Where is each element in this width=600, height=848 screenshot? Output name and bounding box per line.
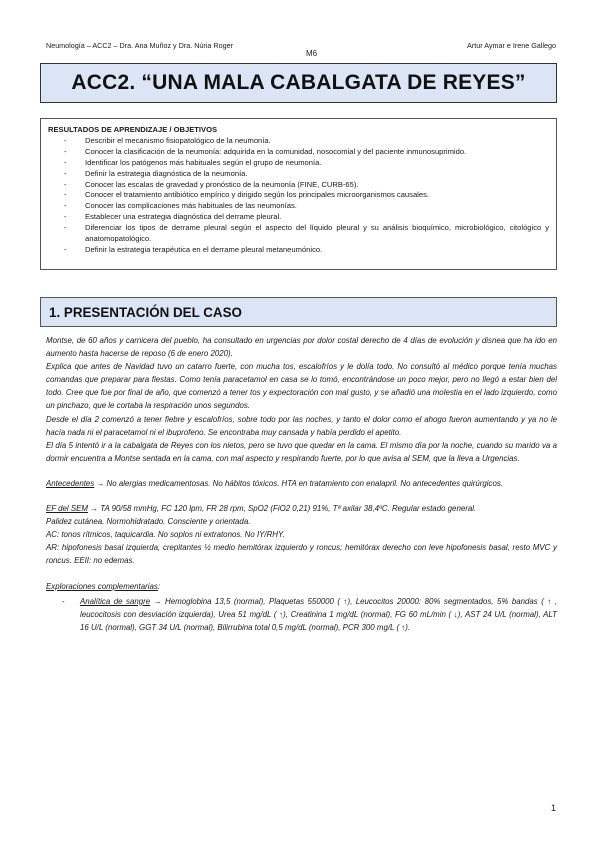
ef-label: EF del SEM [46, 504, 88, 514]
list-item: - Definir la estrategia terapéutica en el derrame pleural metaneumónico. [64, 244, 323, 254]
section-heading-box [40, 297, 557, 327]
ar-line: AR: hipofonesis basal izquierda, crepitantes ½ medio hemitórax izquierdo y roncus; hemitórax derecho con leve hipofonesis basal, resto MVC y roncus. EEII: no edemas. [46, 543, 557, 566]
antecedentes-label: Antecedentes [46, 478, 95, 488]
objectives-box [40, 118, 557, 270]
objectives-heading: RESULTADOS DE APRENDIZAJE / OBJETIVOS [48, 125, 218, 134]
list-item: - Identificar los patógenos más habituales según el grupo de neumonía. [64, 157, 322, 167]
analitica-label: Analítica de sangre [80, 596, 151, 606]
list-item: - Conocer el tratamiento antibiótico empírico y dirigido según los principales microorganismos causales. [64, 190, 429, 200]
paragraph: El día 5 intentó ir a la cabalgata de Reyes con los nietos, pero se tuvo que quedar en la cama. El mismo día por la noche, cuando su marido va a dormir encuentra a Montse sentada en la cama, con mal aspecto y respirando fuerte, por lo que avisa al SEM, que la lleva a Urgencias. [46, 440, 557, 463]
list-item: - Analítica de sangre → Hemoglobina 13,5 (normal), Plaquetas 550000 ( ↑), Leucocitos 20000: 80% segmentados, 5% bandas ( ↑ , leucocitosis con desviación izquierda), Urea 51 mg/dL ( ↑), Creatinina 1 mg/dL (normal), FG 60 mL/min ( ↓), AST 24 U/L (normal), ALT 16 U/L (normal), GGT 34 U/L (normal), Bilirrubina total 0,5 mg/dL (normal), PCR 300 mg/L ( ↑). [62, 596, 557, 632]
page-number: 1 [550, 803, 556, 813]
header-right: Artur Aymar e Irene Gallego [467, 41, 556, 50]
page-title: ACC2. “UNA MALA CABALGATA DE REYES” [71, 71, 526, 94]
paragraph: Explica que antes de Navidad tuvo un catarro fuerte, con mucha tos, escalofríos y le dolía todo. No consultó al médico porque tenía muchas comandas que preparar para fiestas. Como tenía paracetamol en casa se lo tomó, encontrándose un poco mejor, pero no llegó a estar bien del todo. Cree que fue por final de año, que comenzó a tener tos y expectoración con mal gusto, y se añadió una molestia en el lado izquierdo, como un pinchazo, que le cortaba la respiración unos segundos. [46, 362, 557, 411]
list-item: - Diferenciar los tipos de derrame pleural según el aspecto del líquido pleural y su análisis bioquímico, microbiológico, citológico y anatomopatológico. [64, 223, 549, 244]
list-item: - Establecer una estrategia diagnóstica del derrame pleural. [64, 212, 282, 222]
ef-sem: EF del SEM → TA 90/58 mmHg, FC 120 lpm, FR 28 rpm, SpO2 (FiO2 0,21) 91%, Tª axilar 38,4ºC. Regular estado general. [46, 504, 477, 514]
title-box [40, 63, 557, 103]
exploraciones-heading: Exploraciones complementarias: [46, 581, 161, 591]
list-item: - Conocer las escalas de gravedad y pronóstico de la neumonía (FINE, CURB-65). [64, 179, 359, 189]
header-center: M6 [306, 49, 318, 58]
antecedentes: Antecedentes → No alergias medicamentosas. No hábitos tóxicos. HTA en tratamiento con enalapril. No antecedentes quirúrgicos. [46, 478, 504, 488]
list-item: - Definir la estrategia diagnóstica de la neumonía. [64, 168, 248, 178]
exploraciones-list [46, 595, 557, 634]
list-item: - Describir el mecanismo fisiopatológico de la neumonía. [64, 135, 271, 145]
ac-line: AC: tonos rítmicos, taquicardia. No soplos ni extratonos. No IY/RHY. [46, 530, 285, 540]
objectives-list [48, 136, 549, 256]
section-title: 1. PRESENTACIÓN DEL CASO [49, 304, 242, 320]
paragraph: Montse, de 60 años y carnicera del pueblo, ha consultado en urgencias por dolor costal derecho de 4 días de evolución y disnea que ha ido en aumento hasta hacerse de reposo (6 de enero 2020). [46, 336, 557, 359]
list-item: - Conocer las complicaciones más habituales de las neumonías. [64, 201, 297, 211]
paragraph: Desde el día 2 comenzó a tener fiebre y escalofríos, sobre todo por las noches, y tanto el dolor como el ahogo fueron aumentando y ya no le hacía nada ni el paracetamol ni el ibuprofeno. Se encontraba muy cansada y había perdido el apetito. [46, 414, 557, 437]
case-body [46, 334, 557, 634]
ef-line: Palidez cutánea. Normohidratado. Consciente y orientada. [46, 517, 251, 527]
list-item: - Conocer la clasificación de la neumonía: adquirida en la comunidad, nosocomial y del paciente inmunosuprimido. [64, 146, 467, 156]
header-left: Neumología – ACC2 – Dra. Ana Muñoz y Dra. Núria Roger [46, 41, 233, 50]
